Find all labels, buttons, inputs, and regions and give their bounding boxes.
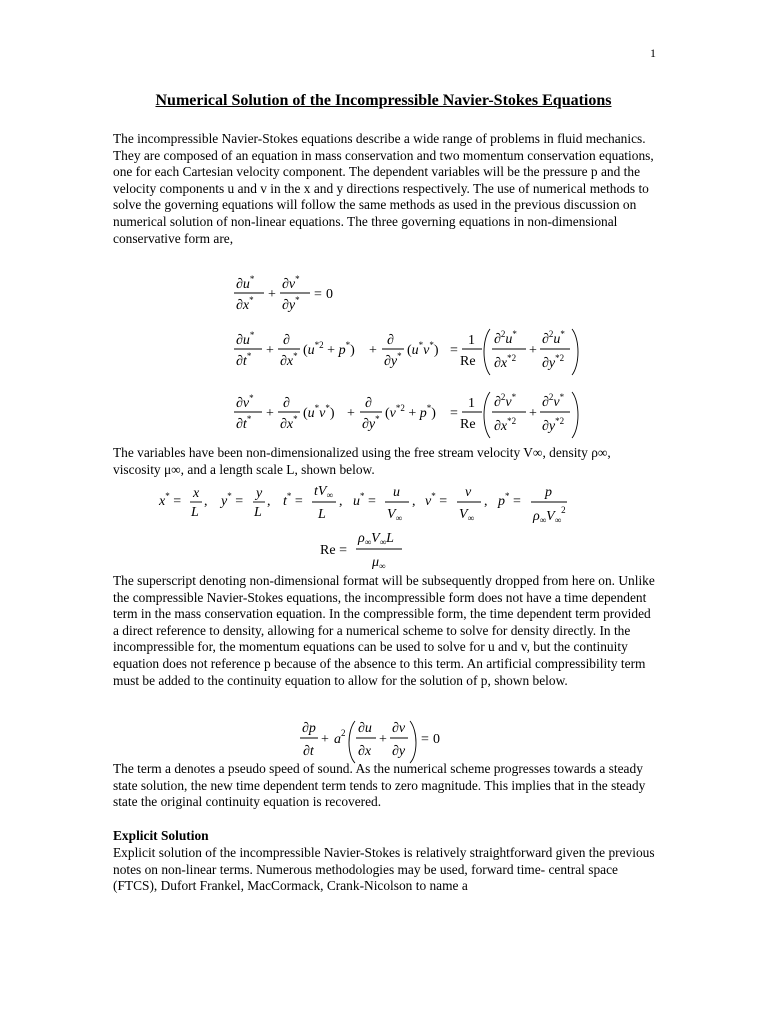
- svg-text:∂y*: ∂y*: [362, 414, 380, 432]
- svg-text:V∞: $V_\infty$: [459, 507, 474, 523]
- svg-text:∂x*: ∂x*: [236, 295, 254, 313]
- page-number: 1: [650, 46, 656, 60]
- svg-text:0: 0: [433, 732, 440, 747]
- svg-text:y* =: y* =: [221, 491, 244, 509]
- svg-text:+: +: [266, 406, 274, 421]
- svg-text:ρ∞V∞L: $\rho_\infty V_\infty L$: [358, 531, 394, 547]
- svg-text:∂u*: ∂u*: [236, 274, 255, 292]
- svg-text:Re: Re: [460, 417, 476, 432]
- svg-text:ρ∞V∞2: $\rho_\infty V_\infty^2$: [533, 505, 566, 525]
- svg-text:L: L: [254, 505, 262, 520]
- svg-text:Re: Re: [460, 354, 476, 369]
- svg-text:+: +: [369, 343, 377, 358]
- svg-text:+: +: [266, 343, 274, 358]
- svg-text:∂x: ∂x: [358, 744, 372, 759]
- svg-text:+: +: [379, 732, 387, 747]
- svg-text:+: +: [268, 287, 276, 302]
- svg-text:Re =: Re =: [320, 543, 347, 558]
- svg-text:∂x*: ∂x*: [280, 351, 298, 369]
- svg-text:∂v*: ∂v*: [282, 274, 300, 292]
- svg-text:∂: ∂: [387, 333, 394, 348]
- svg-text:∂t*: ∂t*: [236, 414, 252, 432]
- svg-text:μ∞: $\mu_\infty$: [372, 555, 386, 571]
- svg-text:,: ,: [339, 494, 343, 509]
- nondimensional-variables: [155, 483, 575, 529]
- svg-text:∂y*: ∂y*: [282, 295, 300, 313]
- y-momentum-equation: [230, 388, 580, 444]
- svg-text:V∞: $V_\infty$: [387, 507, 402, 523]
- svg-text:v* =: v* =: [425, 491, 448, 509]
- reynolds-number-equation: [318, 530, 428, 572]
- explicit-solution-heading: Explicit Solution: [113, 828, 209, 843]
- svg-text:∂y: ∂y: [392, 744, 406, 759]
- svg-text:,: ,: [204, 494, 208, 509]
- x-momentum-equation: [230, 325, 580, 381]
- svg-text:1: 1: [468, 396, 475, 411]
- svg-text:(u*v*): (u*v*): [303, 403, 335, 421]
- svg-text:∂x*2: ∂x*2: [494, 416, 517, 434]
- svg-text:∂x*2: ∂x*2: [494, 353, 517, 371]
- svg-text:(v*2 + p*): (v*2 + p*): [385, 403, 436, 421]
- svg-text:=: =: [450, 406, 458, 421]
- svg-text:x: x: [193, 486, 200, 501]
- svg-text:∂v: ∂v: [392, 721, 406, 736]
- svg-text:∂y*: ∂y*: [384, 351, 402, 369]
- svg-text:(u*2 + p*): (u*2 + p*): [303, 340, 355, 358]
- svg-text:0: 0: [326, 287, 333, 302]
- svg-text:1: 1: [468, 333, 475, 348]
- intro-paragraph: The incompressible Navier-Stokes equations describe a wide range of problems in fluid mechanics. They are composed of an equation in mass conservation and two momentum conservation equations, one for each Cartesian velocity component. The dependent variables will be the pressure p and the velocity components u and v in the x and y directions respectively. The use of numerical methods to solve the governing equations will follow the same methods as used in the previous discussion on numerical solution of non-linear equations. The three governing equations in non-dimensional conservative form are,: [113, 131, 654, 246]
- svg-text:∂y*2: ∂y*2: [542, 416, 565, 434]
- svg-text:∂2u*: ∂$^2$u*: [494, 329, 517, 347]
- svg-text:∂x*: ∂x*: [280, 414, 298, 432]
- artificial-compressibility-equation: [300, 717, 450, 763]
- nondimensionalization-paragraph: The variables have been non-dimensionalized using the free stream velocity V∞, density ρ∞, viscosity μ∞, and a length scale L, shown below.: [113, 445, 611, 477]
- svg-text:+: +: [347, 406, 355, 421]
- svg-text:(u*v*): (u*v*): [407, 340, 439, 358]
- svg-text:=: =: [450, 343, 458, 358]
- svg-text:,: ,: [412, 494, 416, 509]
- continuity-equation: [230, 274, 350, 316]
- svg-text:L: L: [318, 507, 326, 522]
- svg-text:∂: ∂: [365, 396, 372, 411]
- svg-text:∂2u*: ∂$^2$u*: [542, 329, 565, 347]
- svg-text:p* =: p* =: [498, 491, 521, 509]
- svg-text:+: +: [529, 406, 537, 421]
- superscript-paragraph: The superscript denoting non-dimensional format will be subsequently dropped from here on. Unlike the compressible Navier-Stokes equations, the incompressible form does not have a time dependent term in the mass conservation equation. In the compressible form, the time dependent term provided a direct reference to density, allowing for a numerical scheme to solve for density directly. In the incompressible for, the momentum equations can be used to solve for u and v, but the continuity equation does not reference p because of the absence to this term. An artificial compressibility term must be added to the continuity equation to allow for the solution of p, shown below.: [113, 573, 655, 688]
- svg-text:∂t*: ∂t*: [236, 351, 252, 369]
- svg-text:∂t: ∂t: [303, 744, 314, 759]
- svg-text:t* =: t* =: [283, 491, 303, 509]
- svg-text:∂u*: ∂u*: [236, 330, 255, 348]
- svg-text:=: =: [314, 287, 322, 302]
- svg-text:∂p: ∂p: [302, 721, 316, 736]
- svg-text:a2: $a^2$: [334, 728, 346, 747]
- svg-text:+: +: [321, 732, 329, 747]
- svg-text:∂2v*: ∂$^2$v*: [542, 392, 565, 410]
- svg-text:∂u: ∂u: [358, 721, 372, 736]
- svg-text:v: v: [465, 485, 472, 500]
- svg-text:∂2v*: ∂$^2$v*: [494, 392, 517, 410]
- svg-text:∂: ∂: [283, 396, 290, 411]
- svg-text:∂v*: ∂v*: [236, 393, 254, 411]
- svg-text:,: ,: [484, 494, 488, 509]
- svg-text:y: y: [256, 486, 263, 501]
- svg-text:∂y*2: ∂y*2: [542, 353, 565, 371]
- svg-text:u: u: [393, 485, 400, 500]
- svg-text:∂: ∂: [283, 333, 290, 348]
- svg-text:+: +: [529, 343, 537, 358]
- svg-text:L: L: [191, 505, 199, 520]
- pseudo-sound-paragraph: The term a denotes a pseudo speed of sound. As the numerical scheme progresses towards a steady state solution, the new time dependent term tends to zero magnitude. This implies that in the steady state the original continuity equation is recovered.: [113, 761, 646, 810]
- explicit-solution-paragraph: Explicit solution of the incompressible Navier-Stokes is relatively straightforward given the previous notes on non-linear terms. Numerous methodologies may be used, forward time- central space (FTCS), Dufort Frankel, MacCormack, Crank-Nicolson to name a: [113, 845, 655, 894]
- page-title: Numerical Solution of the Incompressible Navier-Stokes Equations: [155, 92, 612, 109]
- svg-text:u* =: u* =: [353, 491, 376, 509]
- svg-text:,: ,: [267, 494, 271, 509]
- svg-text:tV∞: $tV_\infty$: [314, 484, 333, 500]
- svg-text:p: p: [545, 485, 552, 500]
- svg-text:x* =: x* =: [159, 491, 182, 509]
- svg-text:=: =: [421, 732, 429, 747]
